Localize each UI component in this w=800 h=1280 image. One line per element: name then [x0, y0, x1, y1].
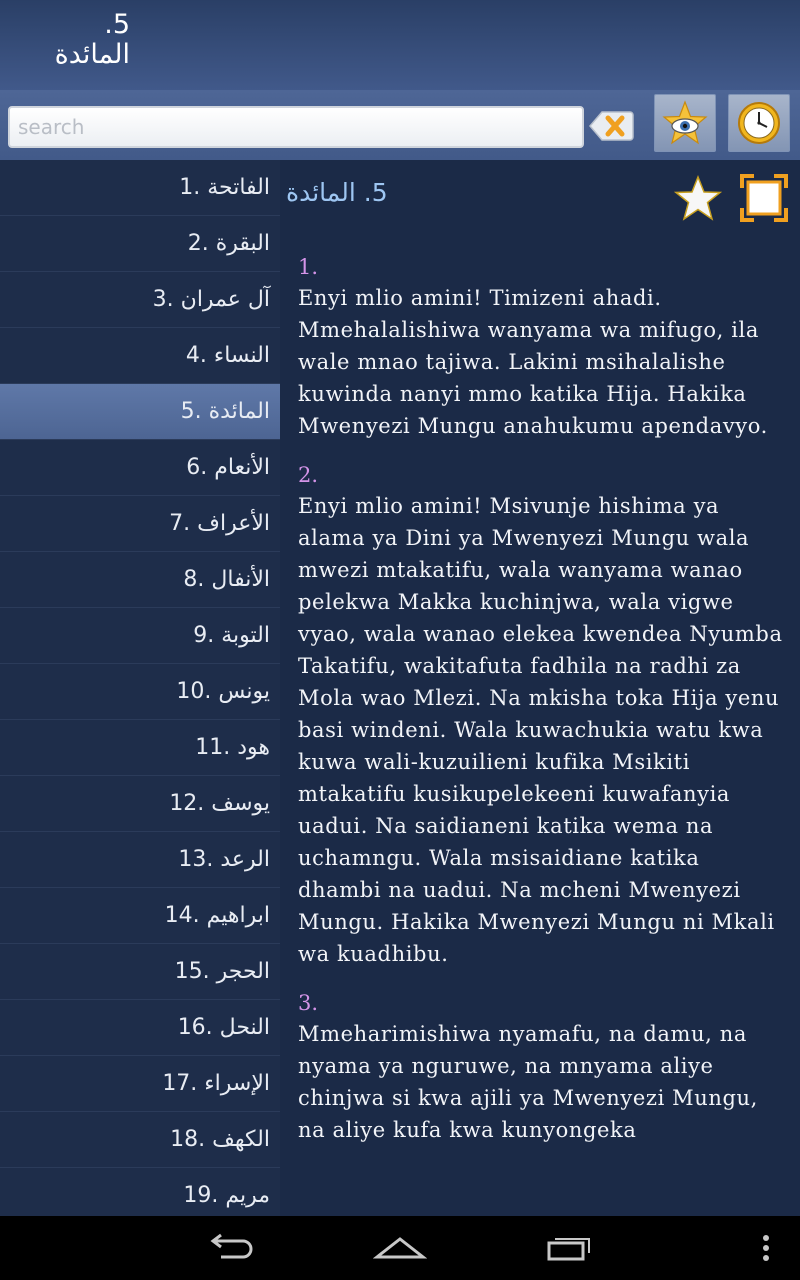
chapter-item-selected[interactable]	[0, 384, 280, 440]
chapter-list[interactable]	[0, 160, 280, 1216]
chapter-label: 11. هود	[195, 735, 270, 760]
chapter-title: 5. المائدة	[286, 178, 388, 207]
clear-search-button[interactable]	[588, 108, 634, 144]
chapter-item[interactable]	[0, 160, 280, 216]
reader-pane[interactable]	[280, 160, 800, 1216]
fullscreen-button[interactable]	[740, 174, 788, 222]
chapter-label: 6. الأنعام	[186, 455, 270, 480]
verse	[298, 460, 788, 970]
clear-text-icon	[588, 108, 634, 144]
verse-list	[298, 252, 788, 1164]
chapter-label: 2. البقرة	[187, 231, 270, 256]
chapter-item[interactable]	[0, 328, 280, 384]
overflow-menu-button[interactable]	[736, 1228, 796, 1268]
chapter-item[interactable]	[0, 272, 280, 328]
verse-number: 1.	[298, 255, 319, 279]
verse	[298, 988, 788, 1146]
chapter-item[interactable]	[0, 1000, 280, 1056]
search-input[interactable]	[8, 106, 584, 148]
app-header	[0, 0, 800, 90]
recents-button[interactable]	[540, 1228, 600, 1268]
chapter-label: 13. الرعد	[178, 847, 270, 872]
overflow-menu-icon	[761, 1233, 771, 1263]
chapter-label: 19. مريم	[183, 1183, 270, 1208]
chapter-label: 14. ابراهيم	[164, 903, 270, 928]
chapter-item[interactable]	[0, 720, 280, 776]
chapter-label: 8. الأنفال	[183, 567, 270, 592]
verse	[298, 252, 788, 442]
back-button[interactable]	[200, 1228, 260, 1268]
chapter-label: 18. الكهف	[170, 1127, 270, 1152]
chapter-label: 7. الأعراف	[169, 511, 270, 536]
chapter-item[interactable]	[0, 440, 280, 496]
chapter-item[interactable]	[0, 888, 280, 944]
chapter-item[interactable]	[0, 776, 280, 832]
chapter-item[interactable]	[0, 608, 280, 664]
chapter-label: 4. النساء	[185, 343, 270, 368]
bookmark-button[interactable]	[674, 174, 722, 222]
verse-number: 3.	[298, 991, 319, 1015]
toolbar	[0, 90, 800, 160]
chapter-item[interactable]	[0, 216, 280, 272]
history-button[interactable]	[728, 94, 790, 152]
verse-text: Enyi mlio amini! Timizeni ahadi. Mmehalalishiwa wanyama wa mifugo, ila wale mnao tajiwa. Lakini msihalalishe kuwinda nanyi mmo katika Hija. Hakika Mwenyezi Mungu anahukumu apendavyo.	[298, 286, 768, 438]
chapter-label: 3. آل عمران	[152, 287, 270, 312]
chapter-label: 12. يوسف	[169, 791, 270, 816]
chapter-label: 5. المائدة	[180, 399, 270, 424]
star-eye-icon	[662, 100, 708, 146]
chapter-label: 1. الفاتحة	[179, 175, 270, 200]
chapter-item[interactable]	[0, 552, 280, 608]
system-nav-bar	[0, 1216, 800, 1280]
chapter-item[interactable]	[0, 1112, 280, 1168]
fullscreen-icon	[740, 174, 788, 222]
verse-text: Enyi mlio amini! Msivunje hishima ya alama ya Dini ya Mwenyezi Mungu wala mwezi mtakatifu, wala wanyama wanao pelekwa Makka kuchinjwa, wala vigwe vyao, wala wanao elekea kwendea Nyumba Takatifu, wakitafuta fadhila na radhi za Mola wao Mlezi. Na mkisha toka Hija yenu basi windeni. Wala kuwachukia watu kwa kuwa wali-kuzuilieni kufika Msikiti mtakatifu kusikupelekeeni kuwafanyia uadui. Na saidianeni katika wema na uchamngu. Wala msisaidiane katika dhambi na uadui. Na mcheni Mwenyezi Mungu. Hakika Mwenyezi Mungu ni Mkali wa kuadhibu.	[298, 494, 783, 966]
chapter-label: 16. النحل	[177, 1015, 270, 1040]
chapter-item[interactable]	[0, 496, 280, 552]
recents-icon	[545, 1233, 595, 1263]
verse-text: Mmeharimishiwa nyamafu, na damu, na nyama ya nguruwe, na mnyama aliye chinjwa si kwa ajili ya Mwenyezi Mungu, na aliye kufa kwa kunyongeka	[298, 1022, 758, 1142]
chapter-label: 9. التوبة	[193, 623, 270, 648]
verse-number: 2.	[298, 463, 319, 487]
chapter-item[interactable]	[0, 1056, 280, 1112]
chapter-label: 17. الإسراء	[162, 1071, 270, 1096]
star-icon	[674, 174, 722, 222]
chapter-item[interactable]	[0, 1168, 280, 1216]
chapter-item[interactable]	[0, 664, 280, 720]
favorites-button[interactable]	[654, 94, 716, 152]
home-icon	[373, 1233, 427, 1263]
clock-icon	[736, 100, 782, 146]
chapter-label: 10. يونس	[176, 679, 270, 704]
chapter-label: 15. الحجر	[174, 959, 270, 984]
back-icon	[205, 1233, 255, 1263]
chapter-item[interactable]	[0, 944, 280, 1000]
chapter-item[interactable]	[0, 832, 280, 888]
header-title: 5. المائدة	[54, 9, 130, 70]
home-button[interactable]	[370, 1228, 430, 1268]
